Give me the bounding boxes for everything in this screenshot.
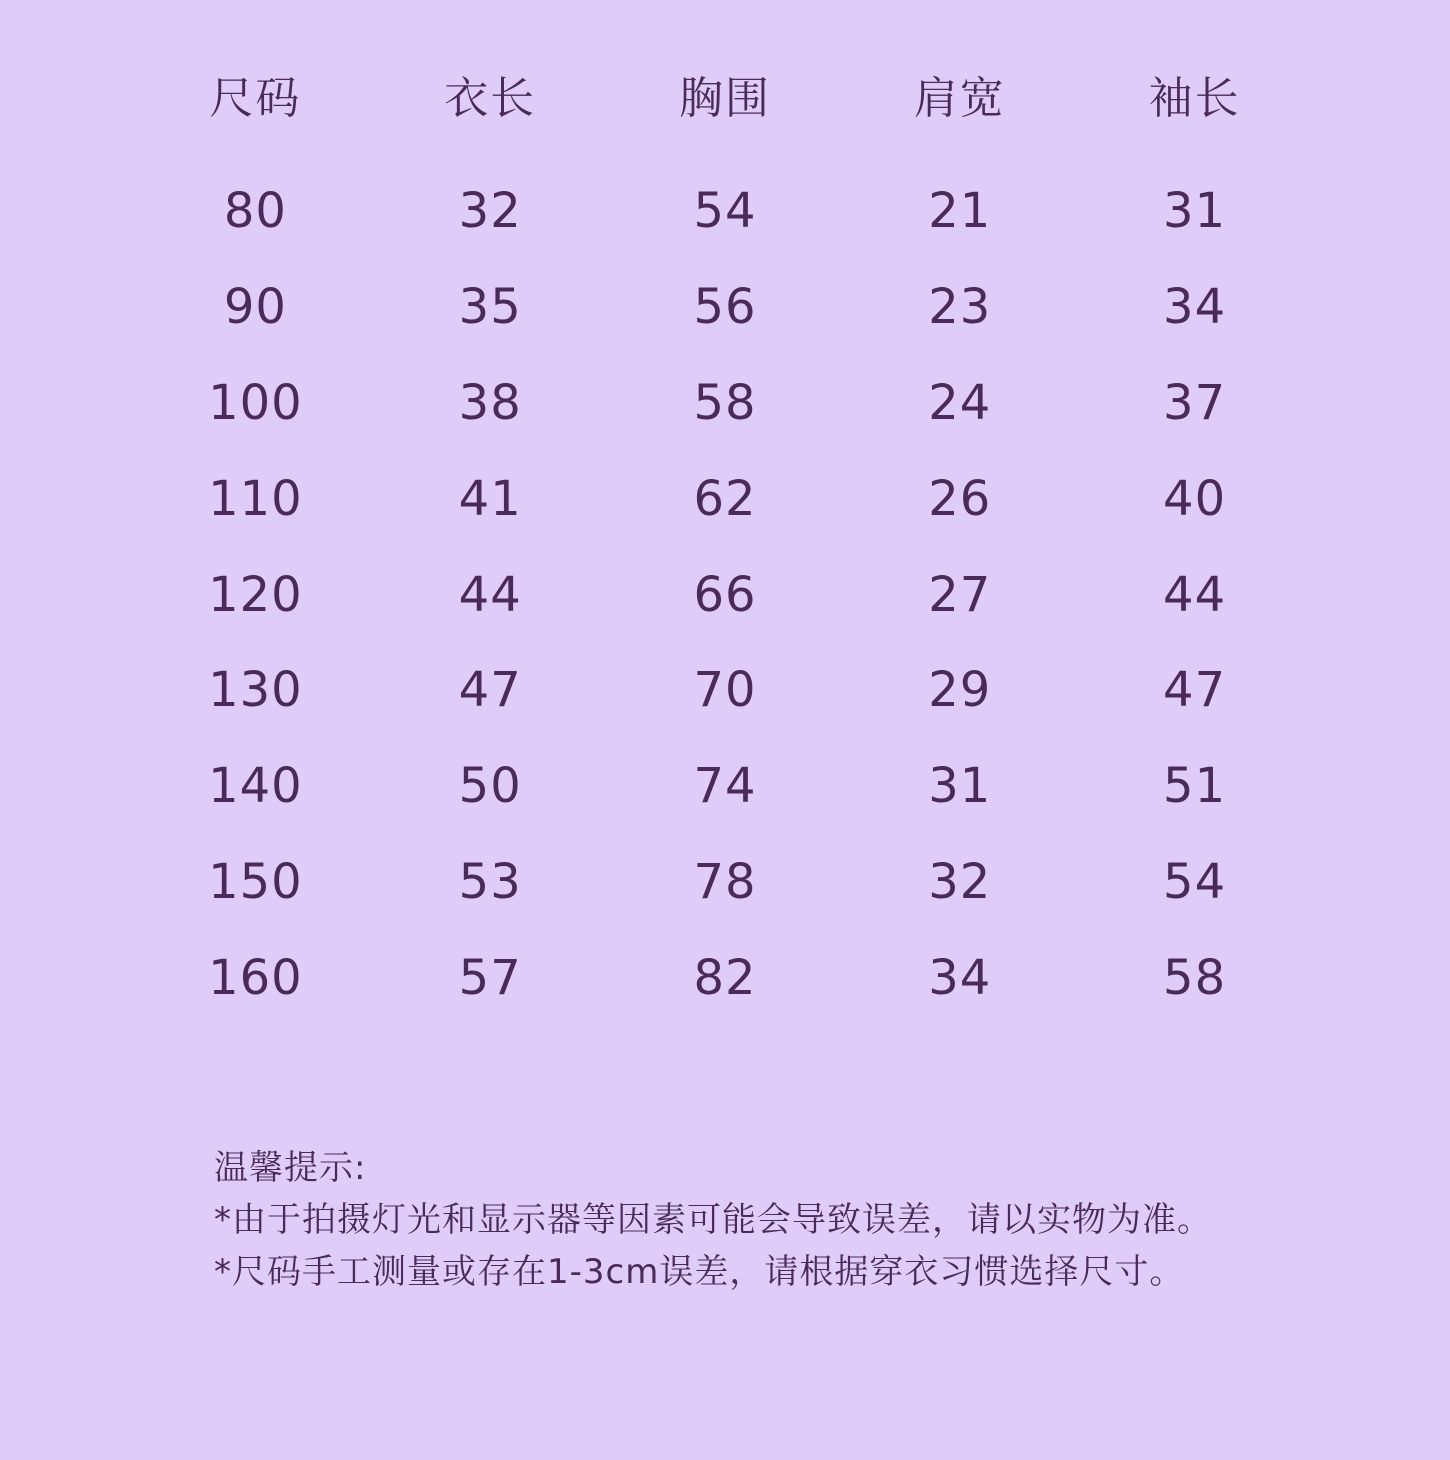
cell-length: 44	[458, 566, 522, 623]
cell-length: 57	[458, 950, 522, 1007]
table-row	[138, 355, 1312, 451]
header-chest: 胸围	[678, 73, 771, 124]
table-body	[138, 163, 1312, 1026]
table-row	[138, 834, 1312, 930]
table-row	[138, 259, 1312, 355]
cell-sleeve: 37	[1163, 374, 1227, 431]
cell-length: 47	[458, 662, 522, 719]
table-row	[138, 451, 1312, 547]
cell-length: 35	[458, 278, 522, 335]
cell-shoulder: 29	[928, 662, 992, 719]
cell-chest: 74	[693, 758, 757, 815]
header-length: 衣长	[444, 73, 537, 124]
header-shoulder: 肩宽	[913, 73, 1006, 124]
size-chart-table	[138, 52, 1312, 1026]
cell-sleeve: 31	[1163, 182, 1227, 239]
cell-length: 53	[458, 854, 522, 911]
cell-sleeve: 58	[1163, 950, 1227, 1007]
cell-shoulder: 23	[928, 278, 992, 335]
cell-shoulder: 34	[928, 950, 992, 1007]
cell-chest: 78	[693, 854, 757, 911]
table-row	[138, 738, 1312, 834]
tip-measurement: *尺码手工测量或存在1-3cm误差，请根据穿衣习惯选择尺寸。	[214, 1252, 1185, 1292]
cell-size: 160	[208, 950, 303, 1007]
cell-sleeve: 54	[1163, 854, 1227, 911]
cell-size: 100	[208, 374, 303, 431]
cell-sleeve: 44	[1163, 566, 1227, 623]
cell-chest: 66	[693, 566, 757, 623]
cell-chest: 82	[693, 950, 757, 1007]
tip-lighting: *由于拍摄灯光和显示器等因素可能会导致误差，请以实物为准。	[214, 1200, 1212, 1240]
cell-length: 38	[458, 374, 522, 431]
cell-shoulder: 31	[928, 758, 992, 815]
header-sleeve: 袖长	[1148, 73, 1241, 124]
table-row	[138, 930, 1312, 1026]
cell-size: 110	[208, 470, 303, 527]
cell-length: 41	[458, 470, 522, 527]
table-row	[138, 547, 1312, 643]
cell-length: 50	[458, 758, 522, 815]
cell-shoulder: 24	[928, 374, 992, 431]
cell-size: 120	[208, 566, 303, 623]
table-row	[138, 642, 1312, 738]
cell-chest: 54	[693, 182, 757, 239]
cell-sleeve: 34	[1163, 278, 1227, 335]
cell-size: 150	[208, 854, 303, 911]
cell-length: 32	[458, 182, 522, 239]
cell-size: 130	[208, 662, 303, 719]
cell-shoulder: 32	[928, 854, 992, 911]
table-row	[138, 163, 1312, 259]
cell-sleeve: 47	[1163, 662, 1227, 719]
cell-chest: 62	[693, 470, 757, 527]
cell-chest: 70	[693, 662, 757, 719]
cell-chest: 58	[693, 374, 757, 431]
cell-size: 140	[208, 758, 303, 815]
cell-chest: 56	[693, 278, 757, 335]
header-size: 尺码	[209, 73, 302, 124]
tips-section	[214, 1142, 1212, 1298]
cell-sleeve: 40	[1163, 470, 1227, 527]
cell-size: 90	[223, 278, 287, 335]
cell-size: 80	[223, 182, 287, 239]
table-header-row	[138, 52, 1312, 136]
cell-shoulder: 26	[928, 470, 992, 527]
cell-shoulder: 27	[928, 566, 992, 623]
cell-sleeve: 51	[1163, 758, 1227, 815]
tips-title: 温馨提示:	[214, 1148, 367, 1188]
cell-shoulder: 21	[928, 182, 992, 239]
